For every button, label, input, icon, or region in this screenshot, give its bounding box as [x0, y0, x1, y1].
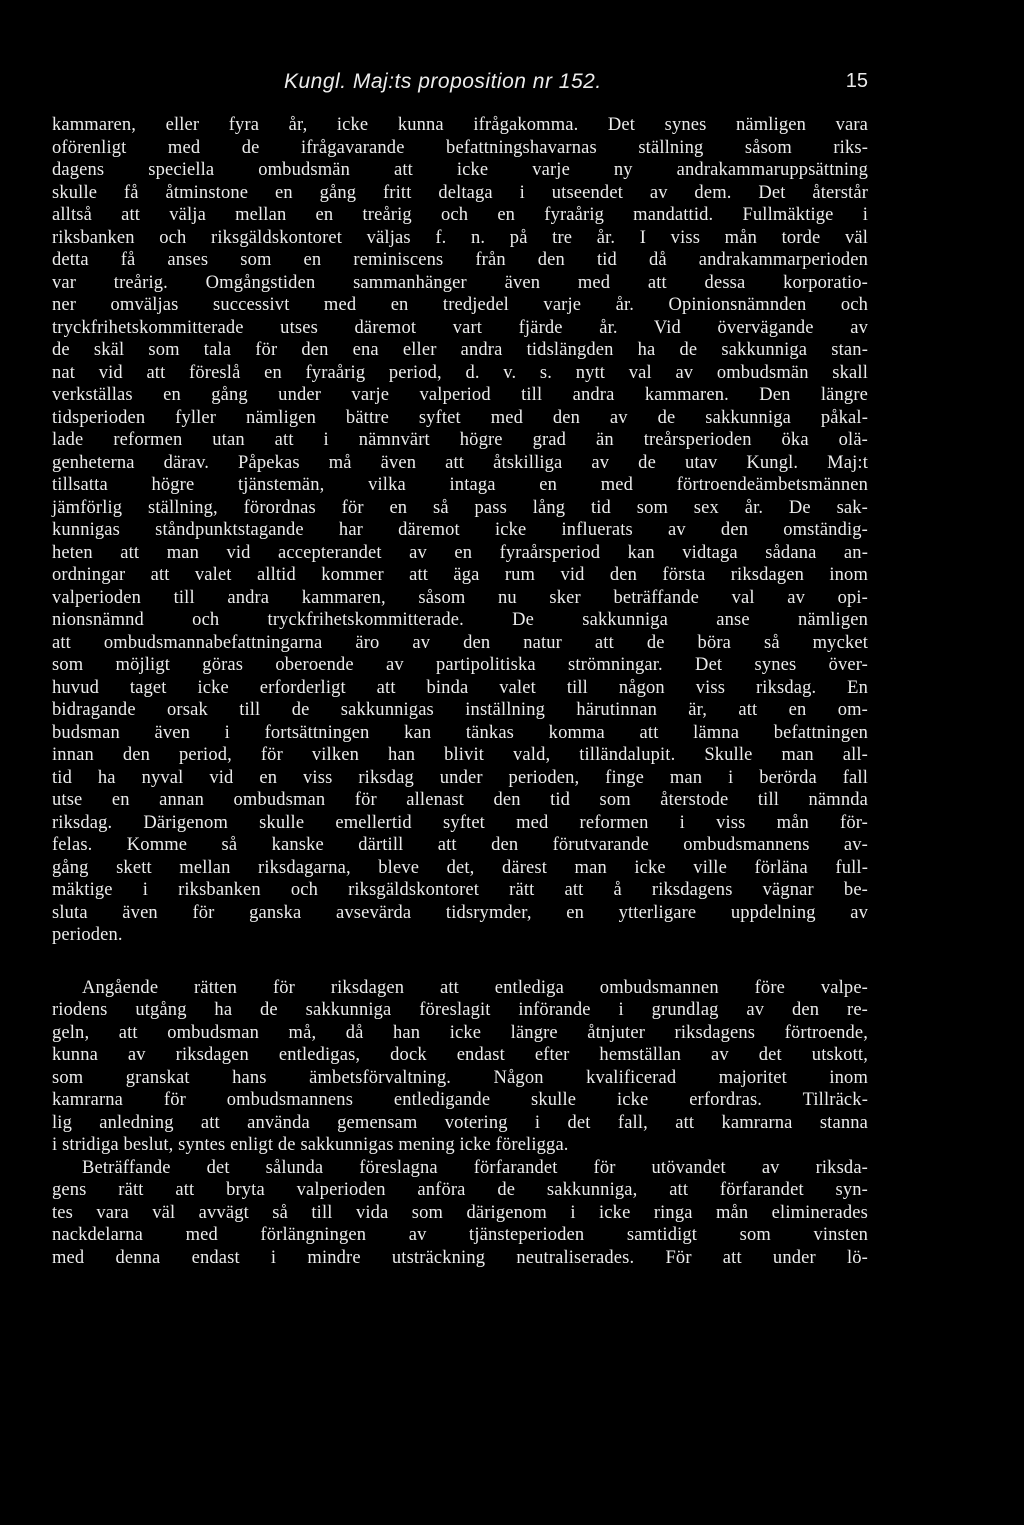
text-line: de skäl som tala för den ena eller andra tidslängden ha de sakkunniga stan-	[52, 340, 868, 360]
text-line: valperioden till andra kammaren, såsom nu sker beträffande val av opi-	[52, 587, 868, 608]
text-line: kunnigas ståndpunktstagande har däremot icke influerats av den omständig-	[52, 520, 868, 540]
text-line: utse en annan ombudsman för allenast den tid som återstode till nämnda	[52, 790, 868, 810]
text-line: sluta även för ganska avsevärda tidsrymder, en ytterligare uppdelning av	[52, 902, 868, 923]
paragraph-term-length	[52, 114, 868, 947]
text-line: Angående rätten för riksdagen att entlediga ombudsmannen före valpe-	[82, 977, 868, 998]
page-header	[52, 70, 868, 104]
running-title: Kungl. Maj:ts proposition nr 152.	[284, 70, 602, 93]
text-line: mäktige i riksbanken och riksgäldskontoret rätt att å riksdagens vägnar be-	[52, 880, 868, 900]
text-line: oförenligt med de ifrågavarande befattningshavarnas ställning såsom riks-	[52, 137, 868, 158]
paragraph-spacer	[52, 947, 868, 977]
paragraph-procedure	[52, 1157, 868, 1270]
text-line: innan den period, för vilken han blivit vald, tilländalupit. Skulle man all-	[52, 745, 868, 765]
text-line: tes vara väl avvägt så till vida som därigenom i icke ringa mån eliminerades	[52, 1202, 868, 1223]
text-line: huvud taget icke erforderligt att binda valet till någon viss riksdag. En	[52, 677, 868, 698]
text-line: som möjligt göras oberoende av partipolitiska strömningar. Det synes över-	[52, 655, 868, 675]
text-line: skulle få åtminstone en gång fritt deltaga i utseendet av dem. Det återstår	[52, 182, 868, 203]
text-line: med denna endast i mindre utsträckning neutraliserades. För att under lö-	[52, 1247, 868, 1268]
text-line: genheterna därav. Påpekas må även att åtskilliga av de utav Kungl. Maj:t	[52, 452, 868, 473]
text-line: tidsperioden fyller nämligen bättre syftet med den av de sakkunniga påkal-	[52, 407, 868, 428]
text-line: kamrarna för ombudsmannens entledigande skulle icke erfordras. Tillräck-	[52, 1090, 868, 1110]
text-line: tid ha nyval vid en viss riksdag under perioden, finge man i berörda fall	[52, 767, 868, 788]
text-line: gens rätt att bryta valperioden anföra de sakkunniga, att förfarandet syn-	[52, 1180, 868, 1200]
text-line: riksdag. Därigenom skulle emellertid syftet med reformen i viss mån för-	[52, 812, 868, 833]
text-line: kammaren, eller fyra år, icke kunna ifrågakomma. Det synes nämligen vara	[52, 115, 868, 135]
text-line: detta få anses som en reminiscens från den tid då andrakammarperioden	[52, 250, 868, 270]
paragraph-dismissal	[52, 977, 868, 1157]
text-line: bidragande orsak till de sakkunnigas inställning härutinnan är, att en om-	[52, 700, 868, 720]
text-line: kunna av riksdagen entledigas, dock endast efter hemställan av det utskott,	[52, 1045, 868, 1065]
text-line: i stridiga beslut, syntes enligt de sakkunnigas mening icke föreligga.	[52, 1135, 569, 1155]
text-line: lig anledning att använda gemensam votering i det fall, att kamrarna stanna	[52, 1112, 868, 1133]
text-line: tryckfrihetskommitterade utses däremot vart fjärde år. Vid övervägande av	[52, 317, 868, 338]
page-number: 15	[845, 70, 868, 92]
text-line: riodens utgång ha de sakkunniga föreslagit införande i grundlag av den re-	[52, 1000, 868, 1020]
text-line: som granskat hans ämbetsförvaltning. Någon kvalificerad majoritet inom	[52, 1067, 868, 1088]
text-line: ner omväljas successivt med en tredjedel varje år. Opinionsnämnden och	[52, 295, 868, 315]
text-line: budsman även i fortsättningen kan tänkas komma att lämna befattningen	[52, 722, 868, 743]
text-line: felas. Komme så kanske därtill att den förutvarande ombudsmannens av-	[52, 835, 868, 855]
document-page	[52, 70, 868, 1269]
text-line: gång skett mellan riksdagarna, bleve det, därest man icke ville förläna full-	[52, 857, 868, 878]
text-line: jämförlig ställning, förordnas för en så pass lång tid som sex år. De sak-	[52, 497, 868, 518]
text-line: att ombudsmannabefattningarna äro av den natur att de böra så mycket	[52, 632, 868, 653]
text-line: nackdelarna med förlängningen av tjänsteperioden samtidigt som vinsten	[52, 1225, 868, 1245]
text-line: Beträffande det sålunda föreslagna förfarandet för utövandet av riksda-	[82, 1157, 868, 1178]
text-line: nat vid att föreslå en fyraårig period, d. v. s. nytt val av ombudsmän skall	[52, 362, 868, 383]
text-line: dagens speciella ombudsmän att icke varje ny andrakammaruppsättning	[52, 160, 868, 180]
text-line: tillsatta högre tjänstemän, vilka intaga en med förtroendeämbetsmännen	[52, 475, 868, 495]
text-line: var treårig. Omgångstiden sammanhänger även med att dessa korporatio-	[52, 272, 868, 293]
text-line: riksbanken och riksgäldskontoret väljas f. n. på tre år. I viss mån torde väl	[52, 227, 868, 248]
text-line: verkställas en gång under varje valperiod till andra kammaren. Den längre	[52, 385, 868, 405]
text-line: alltså att välja mellan en treårig och en fyraårig mandattid. Fullmäktige i	[52, 205, 868, 225]
text-line: lade reformen utan att i nämnvärt högre grad än treårsperioden öka olä-	[52, 430, 868, 450]
text-line: geln, att ombudsman må, då han icke längre åtnjuter riksdagens förtroende,	[52, 1022, 868, 1043]
text-line: perioden.	[52, 925, 123, 945]
text-line: ordningar att valet alltid kommer att äga rum vid den första riksdagen inom	[52, 565, 868, 585]
text-line: heten att man vid accepterandet av en fyraårsperiod kan vidtaga sådana an-	[52, 542, 868, 563]
text-line: nionsnämnd och tryckfrihetskommitterade. De sakkunniga anse nämligen	[52, 610, 868, 630]
